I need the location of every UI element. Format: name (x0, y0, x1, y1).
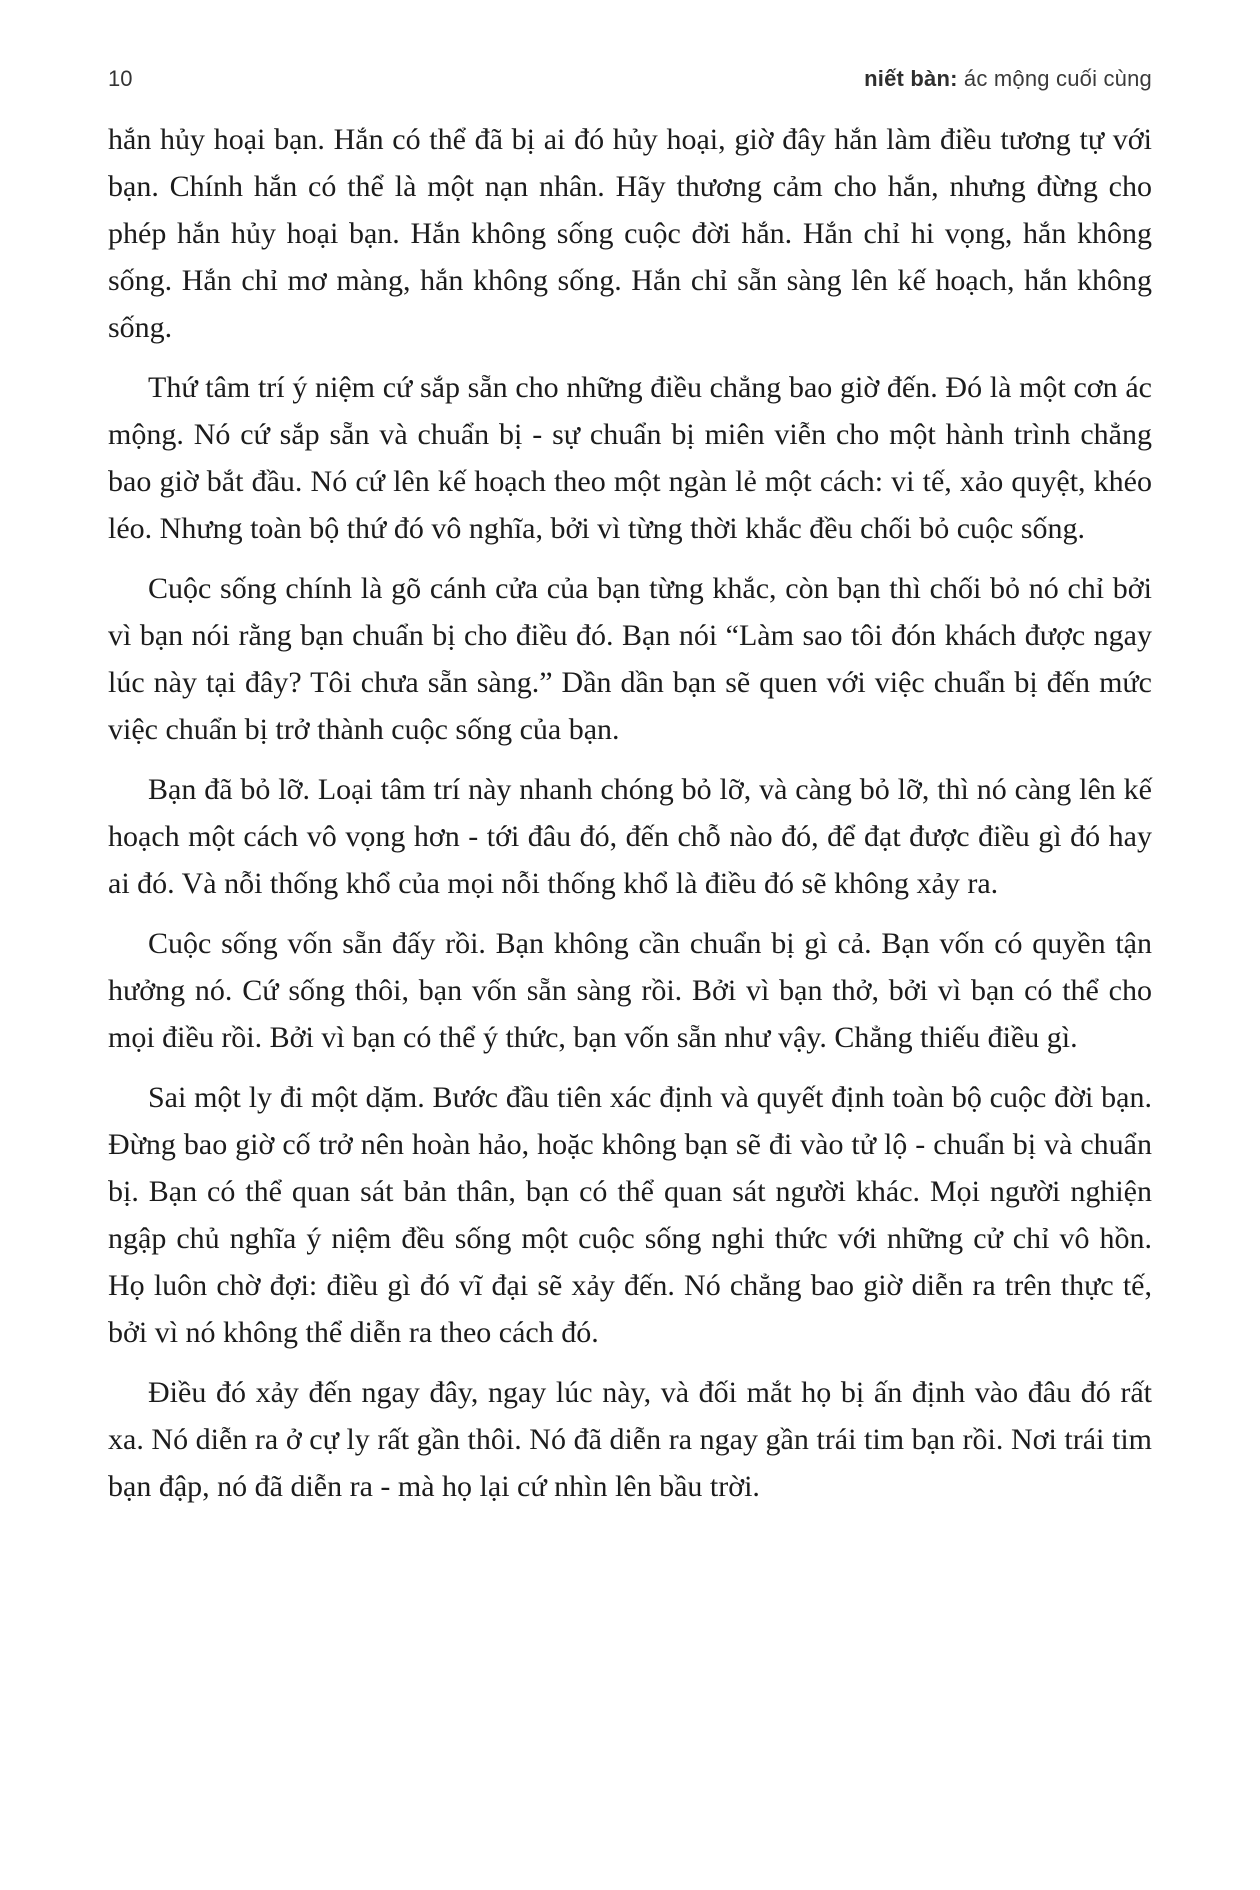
running-title (864, 66, 1152, 92)
paragraph-3: Cuộc sống chính là gõ cánh cửa của bạn từng khắc, còn bạn thì chối bỏ nó chỉ bởi vì bạn nói rằng bạn chuẩn bị cho điều đó. Bạn nói “Làm sao tôi đón khách được ngay lúc này tại đây? Tôi chưa sẵn sàng.” Dần dần bạn sẽ quen với việc chuẩn bị đến mức việc chuẩn bị trở thành cuộc sống của bạn. (108, 572, 1152, 746)
paragraph-7: Điều đó xảy đến ngay đây, ngay lúc này, và đối mắt họ bị ấn định vào đâu đó rất xa. Nó diễn ra ở cự ly rất gần thôi. Nó đã diễn ra ngay gần trái tim bạn rồi. Nơi trái tim bạn đập, nó đã diễn ra - mà họ lại cứ nhìn lên bầu trời. (108, 1376, 1152, 1503)
page-number: 10 (108, 66, 133, 91)
body-text (108, 116, 1152, 1523)
page-header (108, 66, 1152, 92)
paragraph-5: Cuộc sống vốn sẵn đấy rồi. Bạn không cần chuẩn bị gì cả. Bạn vốn có quyền tận hưởng nó. Cứ sống thôi, bạn vốn sẵn sàng rồi. Bởi vì bạn thở, bởi vì bạn có thể cho mọi điều rồi. Bởi vì bạn có thể ý thức, bạn vốn sẵn như vậy. Chẳng thiếu điều gì. (108, 927, 1152, 1054)
paragraph-6: Sai một ly đi một dặm. Bước đầu tiên xác định và quyết định toàn bộ cuộc đời bạn. Đừng bao giờ cố trở nên hoàn hảo, hoặc không bạn sẽ đi vào tử lộ - chuẩn bị và chuẩn bị. Bạn có thể quan sát bản thân, bạn có thể quan sát người khác. Mọi người nghiện ngập chủ nghĩa ý niệm đều sống một cuộc sống nghi thức với những cử chỉ vô hồn. Họ luôn chờ đợi: điều gì đó vĩ đại sẽ xảy đến. Nó chẳng bao giờ diễn ra trên thực tế, bởi vì nó không thể diễn ra theo cách đó. (108, 1081, 1152, 1349)
running-title-book: niết bàn: (864, 66, 958, 91)
paragraph-2: Thứ tâm trí ý niệm cứ sắp sẵn cho những điều chẳng bao giờ đến. Đó là một cơn ác mộng. Nó cứ sắp sẵn và chuẩn bị - sự chuẩn bị miên viễn cho một hành trình chẳng bao giờ bắt đầu. Nó cứ lên kế hoạch theo một ngàn lẻ một cách: vi tế, xảo quyệt, khéo léo. Nhưng toàn bộ thứ đó vô nghĩa, bởi vì từng thời khắc đều chối bỏ cuộc sống. (108, 371, 1152, 545)
running-title-chapter: ác mộng cuối cùng (957, 66, 1152, 91)
paragraph-1: hắn hủy hoại bạn. Hắn có thể đã bị ai đó hủy hoại, giờ đây hắn làm điều tương tự với bạn. Chính hắn có thể là một nạn nhân. Hãy thương cảm cho hắn, nhưng đừng cho phép hắn hủy hoại bạn. Hắn không sống cuộc đời hắn. Hắn chỉ hi vọng, hắn không sống. Hắn chỉ mơ màng, hắn không sống. Hắn chỉ sẵn sàng lên kế hoạch, hắn không sống. (108, 123, 1152, 344)
paragraph-4: Bạn đã bỏ lỡ. Loại tâm trí này nhanh chóng bỏ lỡ, và càng bỏ lỡ, thì nó càng lên kế hoạch một cách vô vọng hơn - tới đâu đó, đến chỗ nào đó, để đạt được điều gì đó hay ai đó. Và nỗi thống khổ của mọi nỗi thống khổ là điều đó sẽ không xảy ra. (108, 773, 1152, 900)
